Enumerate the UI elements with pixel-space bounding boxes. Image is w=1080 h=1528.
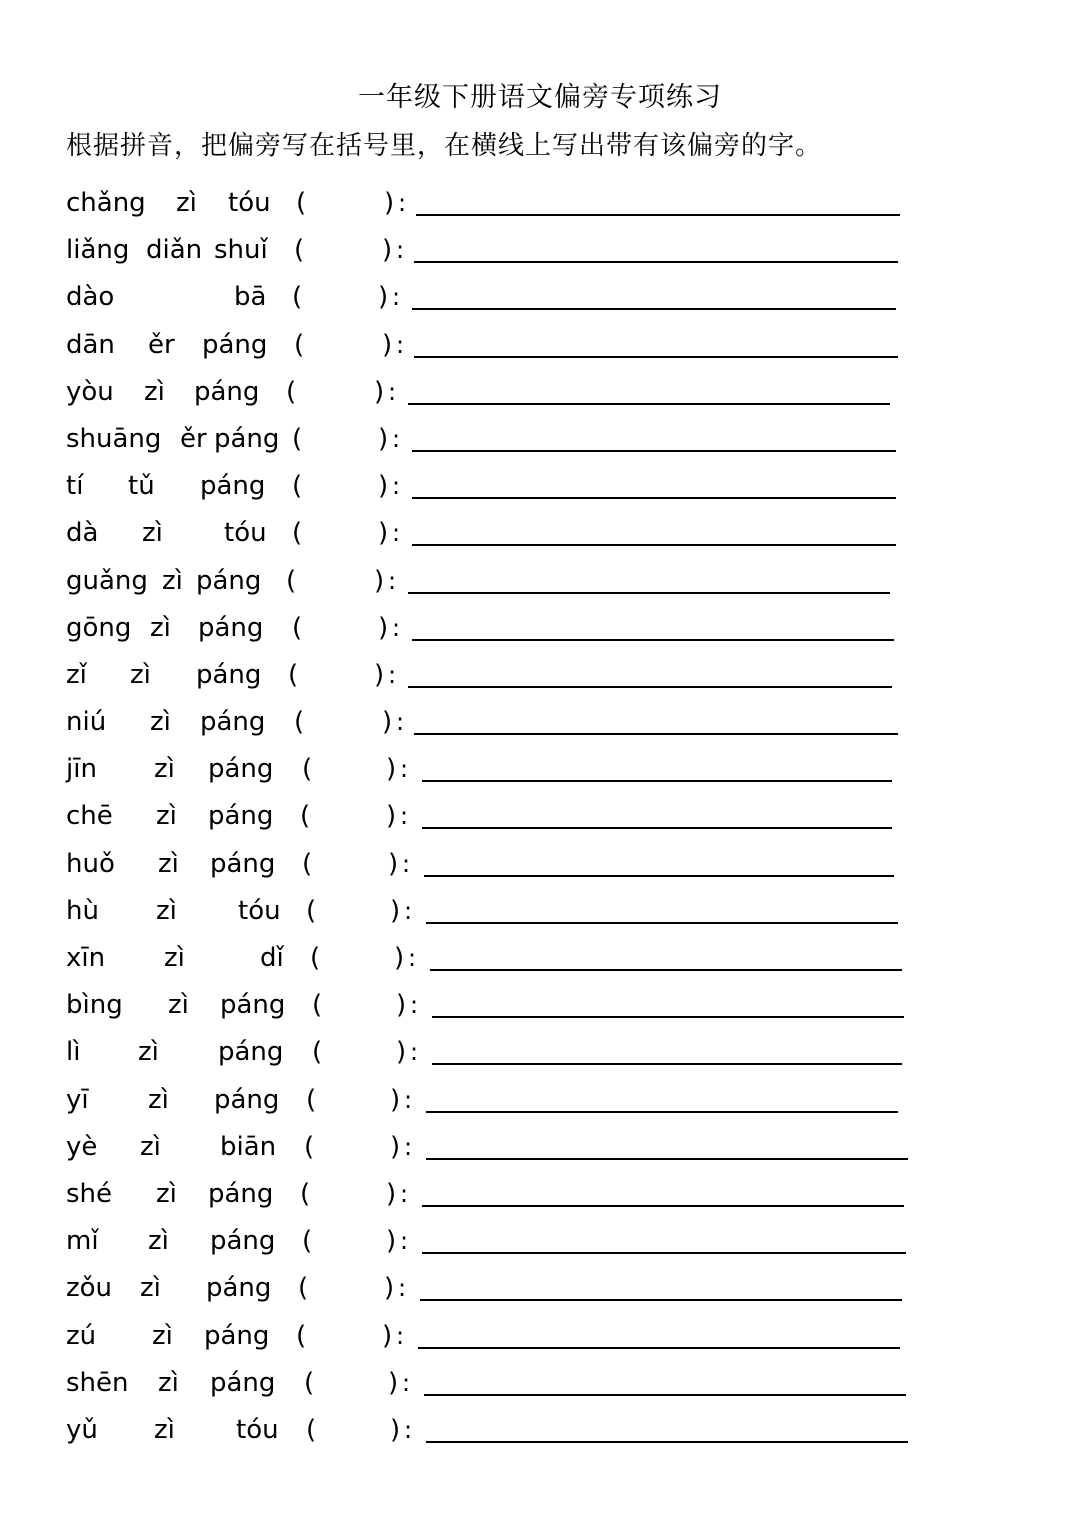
open-bracket: ( bbox=[296, 1320, 307, 1351]
radical-answer-slot[interactable] bbox=[316, 1177, 386, 1211]
close-bracket: ) bbox=[374, 659, 385, 690]
pinyin-syllable: jīn bbox=[66, 754, 97, 785]
answer-line[interactable] bbox=[420, 1299, 902, 1301]
exercise-row bbox=[66, 935, 926, 982]
pinyin-syllable: páng bbox=[214, 423, 280, 454]
open-bracket: ( bbox=[292, 471, 303, 502]
answer-line[interactable] bbox=[414, 356, 898, 358]
exercise-row bbox=[66, 369, 926, 416]
radical-answer-slot[interactable] bbox=[322, 1083, 390, 1117]
pinyin-syllable: zì bbox=[158, 1367, 179, 1398]
exercise-row bbox=[66, 1265, 926, 1312]
colon: : bbox=[404, 1415, 413, 1444]
pinyin-syllable: zì bbox=[156, 801, 177, 832]
answer-line[interactable] bbox=[414, 261, 898, 263]
close-bracket: ) bbox=[396, 1037, 407, 1068]
answer-line[interactable] bbox=[412, 497, 896, 499]
colon: : bbox=[388, 377, 397, 406]
radical-answer-slot[interactable] bbox=[310, 328, 382, 362]
pinyin-syllable: páng bbox=[218, 1037, 284, 1068]
exercise-row bbox=[66, 274, 926, 321]
pinyin-syllable: ěr bbox=[180, 423, 207, 454]
answer-line[interactable] bbox=[426, 922, 898, 924]
pinyin-syllable: zì bbox=[142, 518, 163, 549]
pinyin-syllable: zǒu bbox=[66, 1273, 113, 1304]
answer-line[interactable] bbox=[426, 1111, 898, 1113]
close-bracket: ) bbox=[390, 895, 401, 926]
close-bracket: ) bbox=[378, 471, 389, 502]
pinyin-syllable: zì bbox=[140, 1273, 161, 1304]
answer-line[interactable] bbox=[412, 639, 894, 641]
answer-line[interactable] bbox=[422, 827, 892, 829]
exercise-row bbox=[66, 605, 926, 652]
radical-answer-slot[interactable] bbox=[302, 564, 374, 598]
exercise-row bbox=[66, 416, 926, 463]
answer-line[interactable] bbox=[408, 592, 890, 594]
open-bracket: ( bbox=[292, 282, 303, 313]
pinyin-syllable: páng bbox=[194, 376, 260, 407]
colon: : bbox=[400, 1227, 409, 1256]
pinyin-syllable: yè bbox=[66, 1131, 98, 1162]
open-bracket: ( bbox=[292, 423, 303, 454]
close-bracket: ) bbox=[396, 990, 407, 1021]
pinyin-syllable: mǐ bbox=[66, 1226, 99, 1257]
close-bracket: ) bbox=[384, 188, 395, 218]
pinyin-syllable: dào bbox=[66, 282, 115, 313]
radical-answer-slot[interactable] bbox=[310, 705, 382, 739]
pinyin-syllable: diǎn bbox=[146, 235, 203, 266]
pinyin-syllable: tóu bbox=[236, 1414, 279, 1445]
colon: : bbox=[388, 660, 397, 689]
pinyin-syllable: zì bbox=[138, 1037, 159, 1068]
answer-line[interactable] bbox=[408, 686, 892, 688]
radical-answer-slot[interactable] bbox=[304, 658, 374, 692]
pinyin-syllable: yī bbox=[66, 1084, 89, 1115]
open-bracket: ( bbox=[310, 943, 321, 973]
pinyin-syllable: tóu bbox=[224, 518, 267, 549]
open-bracket: ( bbox=[302, 1226, 313, 1257]
colon: : bbox=[398, 189, 407, 217]
pinyin-syllable: biān bbox=[220, 1131, 277, 1162]
colon: : bbox=[396, 236, 405, 265]
instruction-text: 根据拼音，把偏旁写在括号里，在横线上写出带有该偏旁的字。 bbox=[66, 131, 823, 161]
close-bracket: ) bbox=[374, 565, 385, 596]
pinyin-syllable: zì bbox=[156, 1178, 177, 1209]
colon: : bbox=[396, 330, 405, 359]
pinyin-syllable: shuǐ bbox=[214, 235, 268, 266]
colon: : bbox=[392, 519, 401, 548]
colon: : bbox=[388, 566, 397, 595]
pinyin-syllable: zì bbox=[144, 376, 165, 407]
answer-line[interactable] bbox=[432, 1016, 904, 1018]
pinyin-syllable: páng bbox=[198, 612, 264, 643]
pinyin-syllable: dǐ bbox=[260, 943, 284, 973]
pinyin-syllable: páng bbox=[200, 707, 266, 738]
pinyin-syllable: páng bbox=[210, 1226, 276, 1257]
close-bracket: ) bbox=[384, 1273, 395, 1304]
colon: : bbox=[402, 849, 411, 878]
radical-answer-slot[interactable] bbox=[326, 941, 394, 975]
exercise-row bbox=[66, 510, 926, 557]
answer-line[interactable] bbox=[422, 1205, 904, 1207]
pinyin-syllable: zì bbox=[154, 1414, 175, 1445]
open-bracket: ( bbox=[298, 1273, 309, 1304]
colon: : bbox=[392, 613, 401, 642]
open-bracket: ( bbox=[292, 612, 303, 643]
pinyin-syllable: lì bbox=[66, 1037, 81, 1068]
pinyin-syllable: gōng bbox=[66, 612, 132, 643]
pinyin-syllable: zì bbox=[150, 612, 171, 643]
radical-answer-slot[interactable] bbox=[302, 375, 374, 409]
pinyin-syllable: zì bbox=[154, 754, 175, 785]
pinyin-syllable: ěr bbox=[148, 329, 175, 360]
exercise-row bbox=[66, 841, 926, 888]
radical-answer-slot[interactable] bbox=[318, 847, 388, 881]
close-bracket: ) bbox=[374, 376, 385, 407]
pinyin-syllable: tí bbox=[66, 471, 84, 502]
pinyin-syllable: tǔ bbox=[128, 471, 155, 502]
exercise-list bbox=[66, 180, 926, 1454]
close-bracket: ) bbox=[390, 1131, 401, 1162]
pinyin-syllable: chǎng bbox=[66, 188, 146, 218]
exercise-row bbox=[66, 1407, 926, 1454]
open-bracket: ( bbox=[312, 990, 323, 1021]
open-bracket: ( bbox=[312, 1037, 323, 1068]
pinyin-syllable: páng bbox=[196, 565, 262, 596]
pinyin-syllable: zì bbox=[162, 565, 183, 596]
colon: : bbox=[392, 424, 401, 453]
colon: : bbox=[392, 283, 401, 312]
pinyin-syllable: páng bbox=[204, 1320, 270, 1351]
answer-line[interactable] bbox=[416, 214, 900, 216]
pinyin-syllable: dān bbox=[66, 329, 115, 360]
close-bracket: ) bbox=[394, 943, 405, 973]
pinyin-syllable: shēn bbox=[66, 1367, 129, 1398]
close-bracket: ) bbox=[378, 612, 389, 643]
colon: : bbox=[402, 1368, 411, 1397]
pinyin-syllable: bìng bbox=[66, 990, 123, 1021]
close-bracket: ) bbox=[386, 1178, 397, 1209]
close-bracket: ) bbox=[382, 235, 393, 266]
open-bracket: ( bbox=[306, 1084, 317, 1115]
exercise-row bbox=[66, 746, 926, 793]
pinyin-syllable: zú bbox=[66, 1320, 97, 1351]
answer-line[interactable] bbox=[430, 969, 902, 971]
pinyin-syllable: zì bbox=[150, 707, 171, 738]
radical-answer-slot[interactable] bbox=[308, 280, 378, 314]
pinyin-syllable: chē bbox=[66, 801, 113, 832]
exercise-row bbox=[66, 227, 926, 274]
exercise-row bbox=[66, 1218, 926, 1265]
colon: : bbox=[396, 1321, 405, 1350]
open-bracket: ( bbox=[296, 188, 307, 218]
colon: : bbox=[404, 1132, 413, 1161]
colon: : bbox=[392, 472, 401, 501]
colon: : bbox=[400, 802, 409, 831]
open-bracket: ( bbox=[300, 801, 311, 832]
pinyin-syllable: zì bbox=[140, 1131, 161, 1162]
close-bracket: ) bbox=[378, 518, 389, 549]
exercise-row bbox=[66, 1171, 926, 1218]
pinyin-syllable: zì bbox=[168, 990, 189, 1021]
exercise-row bbox=[66, 1077, 926, 1124]
open-bracket: ( bbox=[292, 518, 303, 549]
pinyin-syllable: shuāng bbox=[66, 423, 162, 454]
colon: : bbox=[410, 1038, 419, 1067]
radical-answer-slot[interactable] bbox=[312, 186, 384, 220]
radical-answer-slot[interactable] bbox=[308, 516, 378, 550]
exercise-row bbox=[66, 793, 926, 840]
colon: : bbox=[400, 1179, 409, 1208]
colon: : bbox=[408, 944, 417, 972]
answer-line[interactable] bbox=[424, 875, 894, 877]
answer-line[interactable] bbox=[412, 450, 896, 452]
pinyin-syllable: zì bbox=[152, 1320, 173, 1351]
open-bracket: ( bbox=[302, 754, 313, 785]
pinyin-syllable: zì bbox=[148, 1084, 169, 1115]
close-bracket: ) bbox=[382, 329, 393, 360]
open-bracket: ( bbox=[306, 895, 317, 926]
pinyin-syllable: páng bbox=[196, 659, 262, 690]
open-bracket: ( bbox=[286, 376, 297, 407]
colon: : bbox=[398, 1274, 407, 1303]
answer-line[interactable] bbox=[408, 403, 890, 405]
exercise-row bbox=[66, 1313, 926, 1360]
pinyin-syllable: bā bbox=[234, 282, 267, 313]
exercise-row bbox=[66, 982, 926, 1029]
exercise-row bbox=[66, 180, 926, 227]
pinyin-syllable: páng bbox=[206, 1273, 272, 1304]
pinyin-syllable: páng bbox=[200, 471, 266, 502]
pinyin-syllable: zì bbox=[130, 659, 151, 690]
pinyin-syllable: tóu bbox=[238, 895, 281, 926]
answer-line[interactable] bbox=[426, 1158, 908, 1160]
pinyin-syllable: páng bbox=[202, 329, 268, 360]
pinyin-syllable: shé bbox=[66, 1178, 113, 1209]
close-bracket: ) bbox=[378, 282, 389, 313]
pinyin-syllable: zǐ bbox=[66, 659, 87, 690]
pinyin-syllable: yòu bbox=[66, 376, 114, 407]
radical-answer-slot[interactable] bbox=[328, 1035, 396, 1069]
open-bracket: ( bbox=[302, 848, 313, 879]
open-bracket: ( bbox=[294, 235, 305, 266]
pinyin-syllable: tóu bbox=[228, 188, 271, 218]
open-bracket: ( bbox=[300, 1178, 311, 1209]
exercise-row bbox=[66, 699, 926, 746]
colon: : bbox=[410, 991, 419, 1020]
open-bracket: ( bbox=[288, 659, 299, 690]
pinyin-syllable: niú bbox=[66, 707, 107, 738]
close-bracket: ) bbox=[390, 1084, 401, 1115]
radical-answer-slot[interactable] bbox=[318, 1224, 386, 1258]
open-bracket: ( bbox=[306, 1414, 317, 1445]
colon: : bbox=[396, 708, 405, 737]
pinyin-syllable: páng bbox=[208, 1178, 274, 1209]
pinyin-syllable: yǔ bbox=[66, 1414, 98, 1445]
pinyin-syllable: páng bbox=[210, 1367, 276, 1398]
answer-line[interactable] bbox=[422, 1252, 906, 1254]
close-bracket: ) bbox=[382, 707, 393, 738]
pinyin-syllable: xīn bbox=[66, 943, 106, 973]
radical-answer-slot[interactable] bbox=[316, 799, 386, 833]
exercise-row bbox=[66, 888, 926, 935]
radical-answer-slot[interactable] bbox=[322, 894, 390, 928]
exercise-row bbox=[66, 1029, 926, 1076]
radical-answer-slot[interactable] bbox=[314, 1271, 384, 1305]
close-bracket: ) bbox=[382, 1320, 393, 1351]
close-bracket: ) bbox=[386, 1226, 397, 1257]
answer-line[interactable] bbox=[414, 733, 898, 735]
pinyin-syllable: zì bbox=[158, 848, 179, 879]
open-bracket: ( bbox=[286, 565, 297, 596]
pinyin-syllable: huǒ bbox=[66, 848, 115, 879]
answer-line[interactable] bbox=[432, 1063, 902, 1065]
exercise-row bbox=[66, 1360, 926, 1407]
close-bracket: ) bbox=[386, 754, 397, 785]
exercise-row bbox=[66, 1124, 926, 1171]
pinyin-syllable: páng bbox=[208, 754, 274, 785]
open-bracket: ( bbox=[294, 329, 305, 360]
pinyin-syllable: liǎng bbox=[66, 235, 130, 266]
pinyin-syllable: zì bbox=[148, 1226, 169, 1257]
answer-line[interactable] bbox=[422, 780, 892, 782]
open-bracket: ( bbox=[294, 707, 305, 738]
answer-line[interactable] bbox=[424, 1394, 906, 1396]
radical-answer-slot[interactable] bbox=[322, 1413, 390, 1447]
pinyin-syllable: páng bbox=[210, 848, 276, 879]
radical-answer-slot[interactable] bbox=[320, 1130, 390, 1164]
pinyin-syllable: dà bbox=[66, 518, 99, 549]
exercise-row bbox=[66, 652, 926, 699]
pinyin-syllable: hù bbox=[66, 895, 99, 926]
colon: : bbox=[404, 896, 413, 925]
pinyin-syllable: páng bbox=[220, 990, 286, 1021]
close-bracket: ) bbox=[378, 423, 389, 454]
exercise-row bbox=[66, 558, 926, 605]
radical-answer-slot[interactable] bbox=[308, 611, 378, 645]
radical-answer-slot[interactable] bbox=[312, 1319, 382, 1353]
radical-answer-slot[interactable] bbox=[308, 469, 378, 503]
radical-answer-slot[interactable] bbox=[328, 988, 396, 1022]
pinyin-syllable: zì bbox=[164, 943, 185, 973]
open-bracket: ( bbox=[304, 1131, 315, 1162]
pinyin-syllable: guǎng bbox=[66, 565, 148, 596]
close-bracket: ) bbox=[390, 1414, 401, 1445]
radical-answer-slot[interactable] bbox=[318, 752, 386, 786]
exercise-row bbox=[66, 322, 926, 369]
colon: : bbox=[404, 1085, 413, 1114]
answer-line[interactable] bbox=[412, 544, 896, 546]
pinyin-syllable: zì bbox=[176, 188, 197, 218]
answer-line[interactable] bbox=[418, 1347, 900, 1349]
answer-line[interactable] bbox=[412, 308, 896, 310]
pinyin-syllable: páng bbox=[214, 1084, 280, 1115]
radical-answer-slot[interactable] bbox=[320, 1366, 388, 1400]
colon: : bbox=[400, 755, 409, 784]
close-bracket: ) bbox=[386, 801, 397, 832]
radical-answer-slot[interactable] bbox=[308, 422, 378, 456]
close-bracket: ) bbox=[388, 1367, 399, 1398]
answer-line[interactable] bbox=[426, 1441, 908, 1443]
pinyin-syllable: páng bbox=[208, 801, 274, 832]
close-bracket: ) bbox=[388, 848, 399, 879]
pinyin-syllable: zì bbox=[156, 895, 177, 926]
exercise-row bbox=[66, 463, 926, 510]
page-title: 一年级下册语文偏旁专项练习 bbox=[358, 82, 722, 113]
radical-answer-slot[interactable] bbox=[310, 233, 382, 267]
open-bracket: ( bbox=[304, 1367, 315, 1398]
